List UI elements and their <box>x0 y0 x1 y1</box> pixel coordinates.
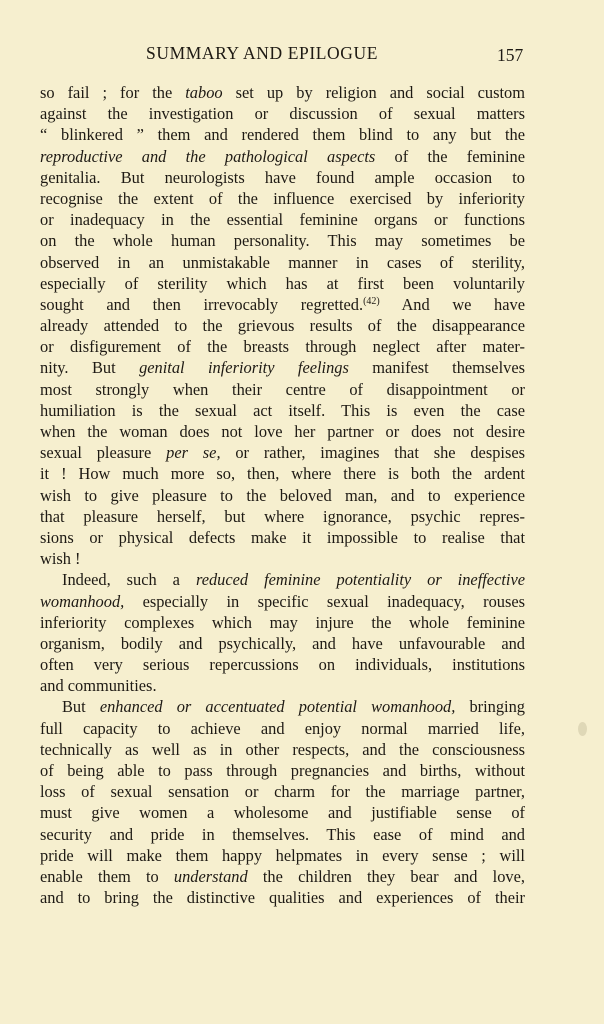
text-line <box>40 209 525 230</box>
emphasis-text: per se, <box>166 443 221 463</box>
line-text: or rather, imagines that she despises <box>220 443 525 463</box>
line-text: especially of sterility which has at first been voluntarily <box>40 273 525 293</box>
text-line <box>40 887 525 908</box>
text-line <box>40 294 525 315</box>
footnote-reference: (42) <box>363 295 380 307</box>
body-text <box>40 82 525 908</box>
paper-smudge <box>578 722 587 736</box>
text-line <box>40 442 525 463</box>
line-text: inferiority complexes which may injure the whole feminine <box>40 612 525 632</box>
running-head <box>0 43 604 69</box>
emphasis-text: reproductive and the pathological aspects <box>40 146 376 166</box>
line-text: already attended to the grievous results of the disappearance <box>40 316 525 336</box>
emphasis-text: understand <box>173 866 248 886</box>
line-text: observed in an unmistakable manner in cases of sterility, <box>40 252 525 272</box>
text-line <box>40 273 525 294</box>
text-line <box>40 633 525 654</box>
line-text: humiliation is the sexual act itself. This is even the case <box>40 400 525 420</box>
emphasis-text: taboo <box>185 83 223 102</box>
line-text: genitalia. But neurologists have found ample occasion to <box>40 167 525 187</box>
emphasis-text: reduced feminine potentiality or ineffective <box>195 570 526 590</box>
text-line <box>40 696 525 717</box>
text-line <box>40 760 525 781</box>
line-text: “ blinkered ” them and rendered them blind to any but the <box>40 125 525 145</box>
line-text: organism, bodily and psychically, and have unfavourable and <box>40 633 525 653</box>
text-line <box>40 379 525 400</box>
line-text: it ! How much more so, then, where there is both the ardent <box>40 464 525 484</box>
line-text: wish ! <box>40 549 81 569</box>
line-text: nity. But <box>40 358 140 378</box>
text-line <box>40 188 525 209</box>
line-text: and communities. <box>40 676 157 696</box>
line-text: Indeed, such a <box>62 570 196 590</box>
line-text: sexual pleasure <box>40 443 167 463</box>
line-text: And we have <box>379 294 525 314</box>
line-text: and to bring the distinctive qualities and experiences of their <box>40 888 525 908</box>
line-text: pride will make them happy helpmates in every sense ; will <box>40 845 525 865</box>
text-line <box>40 336 525 357</box>
text-line <box>40 103 525 124</box>
line-text: when the woman does not love her partner or does not desire <box>40 422 525 441</box>
text-line <box>40 824 525 845</box>
line-text: often very serious repercussions on individuals, institutions <box>40 655 525 675</box>
line-text: the children they bear and love, <box>247 866 526 886</box>
line-text: recognise the extent of the influence exercised by inferiority <box>40 188 525 208</box>
line-text: most strongly when their centre of disappointment or <box>40 379 525 399</box>
text-line <box>40 463 525 484</box>
text-line <box>40 230 525 251</box>
line-text: full capacity to achieve and enjoy normal married life, <box>40 718 525 738</box>
line-text: wish to give pleasure to the beloved man, and to experience <box>40 485 525 505</box>
text-line <box>40 612 525 633</box>
emphasis-text: womanhood, <box>40 591 125 611</box>
line-text: technically as well as in other respects, and the consciousness <box>40 739 525 759</box>
line-text: or inadequacy in the essential feminine organs or functions <box>40 210 525 230</box>
line-text: of being able to pass through pregnancies and births, without <box>40 761 525 780</box>
text-line <box>40 527 525 548</box>
text-line <box>40 252 525 273</box>
page-number: 157 <box>497 45 524 65</box>
text-line <box>40 146 525 167</box>
emphasis-text: enhanced or accentuated potential womanhood, <box>99 697 456 717</box>
line-text: sions or physical defects make it impossible to realise that <box>40 527 525 547</box>
text-line <box>40 675 525 696</box>
emphasis-text: genital inferiority feelings <box>139 358 349 378</box>
line-text: must give women a wholesome and justifiable sense of <box>40 803 525 823</box>
line-text: especially in specific sexual inadequacy, rouses <box>124 591 525 611</box>
text-line <box>40 591 525 612</box>
line-text: enable them to <box>40 866 174 886</box>
line-text: But <box>62 697 100 717</box>
text-line <box>40 802 525 823</box>
line-text: so fail ; for the <box>40 83 186 102</box>
text-line <box>40 124 525 145</box>
text-line <box>40 421 525 442</box>
text-line <box>40 739 525 760</box>
text-line <box>40 82 525 103</box>
text-line <box>40 506 525 527</box>
text-line <box>40 845 525 866</box>
text-line <box>40 167 525 188</box>
line-text: manifest themselves <box>348 358 525 378</box>
line-text: or disfigurement of the breasts through neglect after mater- <box>40 337 525 357</box>
text-line <box>40 315 525 336</box>
text-line <box>40 654 525 675</box>
line-text: on the whole human personality. This may sometimes be <box>40 231 525 251</box>
text-line <box>40 866 525 887</box>
text-line <box>40 357 525 378</box>
line-text: of the feminine <box>375 146 526 166</box>
line-text: that pleasure herself, but where ignorance, psychic repres- <box>40 506 525 526</box>
line-text: security and pride in themselves. This ease of mind and <box>40 824 525 844</box>
line-text: loss of sexual sensation or charm for the marriage partner, <box>40 782 525 802</box>
line-text: against the investigation or discussion of sexual matters <box>40 104 525 124</box>
text-line <box>40 781 525 802</box>
text-line <box>40 718 525 739</box>
line-text: sought and then irrevocably regretted. <box>40 294 364 314</box>
running-title: SUMMARY AND EPILOGUE <box>146 43 379 63</box>
text-line <box>40 400 525 421</box>
text-line <box>40 569 525 590</box>
line-text: set up by religion and social custom <box>222 83 525 102</box>
text-line <box>40 485 525 506</box>
line-text: bringing <box>455 697 526 717</box>
text-line <box>40 548 525 569</box>
